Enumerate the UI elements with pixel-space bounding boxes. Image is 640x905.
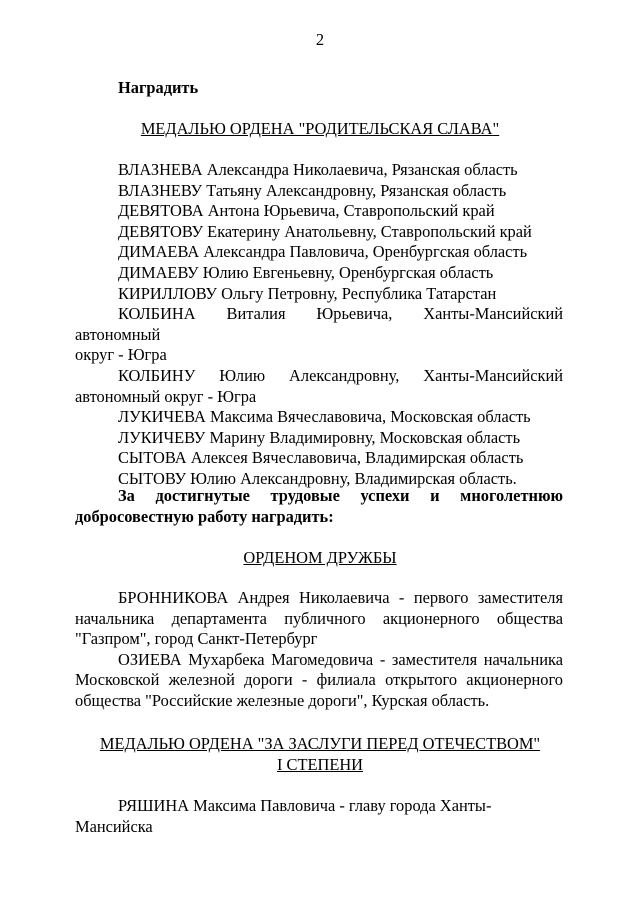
recipient-entry: КИРИЛЛОВУ Ольгу Петровну, Республика Татарстан bbox=[118, 283, 497, 303]
labor-intro-line: добросовестную работу наградить: bbox=[75, 506, 334, 526]
recipient-entry: ЛУКИЧЕВА Максима Вячеславовича, Московская область bbox=[118, 407, 531, 427]
section-title-line: МЕДАЛЬЮ ОРДЕНА "ЗА ЗАСЛУГИ ПЕРЕД ОТЕЧЕСТВОМ" bbox=[99, 734, 541, 753]
recipient-list-merit-fatherland bbox=[75, 796, 563, 837]
recipient-entry-bronnikov: БРОННИКОВА Андрея Николаевича - первого заместителя начальника департамента публичного акционерного общества "Газпром", город Санкт-Петербург bbox=[75, 588, 563, 649]
recipient-entry-kolbina-cont: автономный округ - Югра bbox=[75, 386, 257, 406]
recipient-entry: ДЕВЯТОВУ Екатерину Анатольевну, Ставропольский край bbox=[118, 221, 532, 241]
section-title-friendship: ОРДЕНОМ ДРУЖБЫ bbox=[243, 548, 397, 567]
recipient-list-parental-glory bbox=[75, 160, 563, 490]
recipient-entry: ЛУКИЧЕВУ Марину Владимировну, Московская область bbox=[118, 427, 521, 447]
recipient-entry-ryashin: РЯШИНА Максима Павловича - главу города Ханты-Мансийска bbox=[75, 796, 492, 836]
recipient-entry: ДЕВЯТОВА Антона Юрьевича, Ставропольский край bbox=[118, 201, 495, 221]
award-heading: Наградить bbox=[118, 78, 199, 97]
recipient-entry: СЫТОВА Алексея Вячеславовича, Владимирская область bbox=[118, 448, 524, 468]
recipient-entry-kolbin-cont: округ - Югра bbox=[75, 345, 167, 365]
recipient-entry: ДИМАЕВА Александра Павловича, Оренбургская область bbox=[118, 242, 528, 262]
labor-achievement-intro bbox=[75, 486, 563, 527]
recipient-list-friendship bbox=[75, 588, 563, 712]
recipient-entry: ДИМАЕВУ Юлию Евгеньевну, Оренбургская область bbox=[118, 262, 494, 282]
recipient-entry-oziev: ОЗИЕВА Мухарбека Магомедовича - заместителя начальника Московской железной дороги - филиала открытого акционерного общества "Российские железные дороги", Курская область. bbox=[75, 649, 563, 710]
recipient-entry-kolbina: КОЛБИНУ Юлию Александровну, Ханты-Мансийский bbox=[118, 365, 563, 385]
section-title-parental-glory: МЕДАЛЬЮ ОРДЕНА "РОДИТЕЛЬСКАЯ СЛАВА" bbox=[140, 119, 500, 138]
section-title-line: I СТЕПЕНИ bbox=[276, 754, 364, 774]
section-title-merit-fatherland bbox=[75, 734, 565, 775]
recipient-entry: ВЛАЗНЕВУ Татьяну Александровну, Рязанская область bbox=[118, 180, 507, 200]
page-number: 2 bbox=[315, 30, 325, 49]
recipient-entry: СЫТОВУ Юлию Александровну, Владимирская область. bbox=[118, 468, 517, 488]
recipient-entry-kolbin: КОЛБИНА Виталия Юрьевича, Ханты-Мансийский автономный bbox=[75, 304, 563, 344]
labor-intro-line: За достигнутые трудовые успехи и многолетнюю bbox=[118, 486, 563, 505]
recipient-entry: ВЛАЗНЕВА Александра Николаевича, Рязанская область bbox=[118, 160, 518, 179]
